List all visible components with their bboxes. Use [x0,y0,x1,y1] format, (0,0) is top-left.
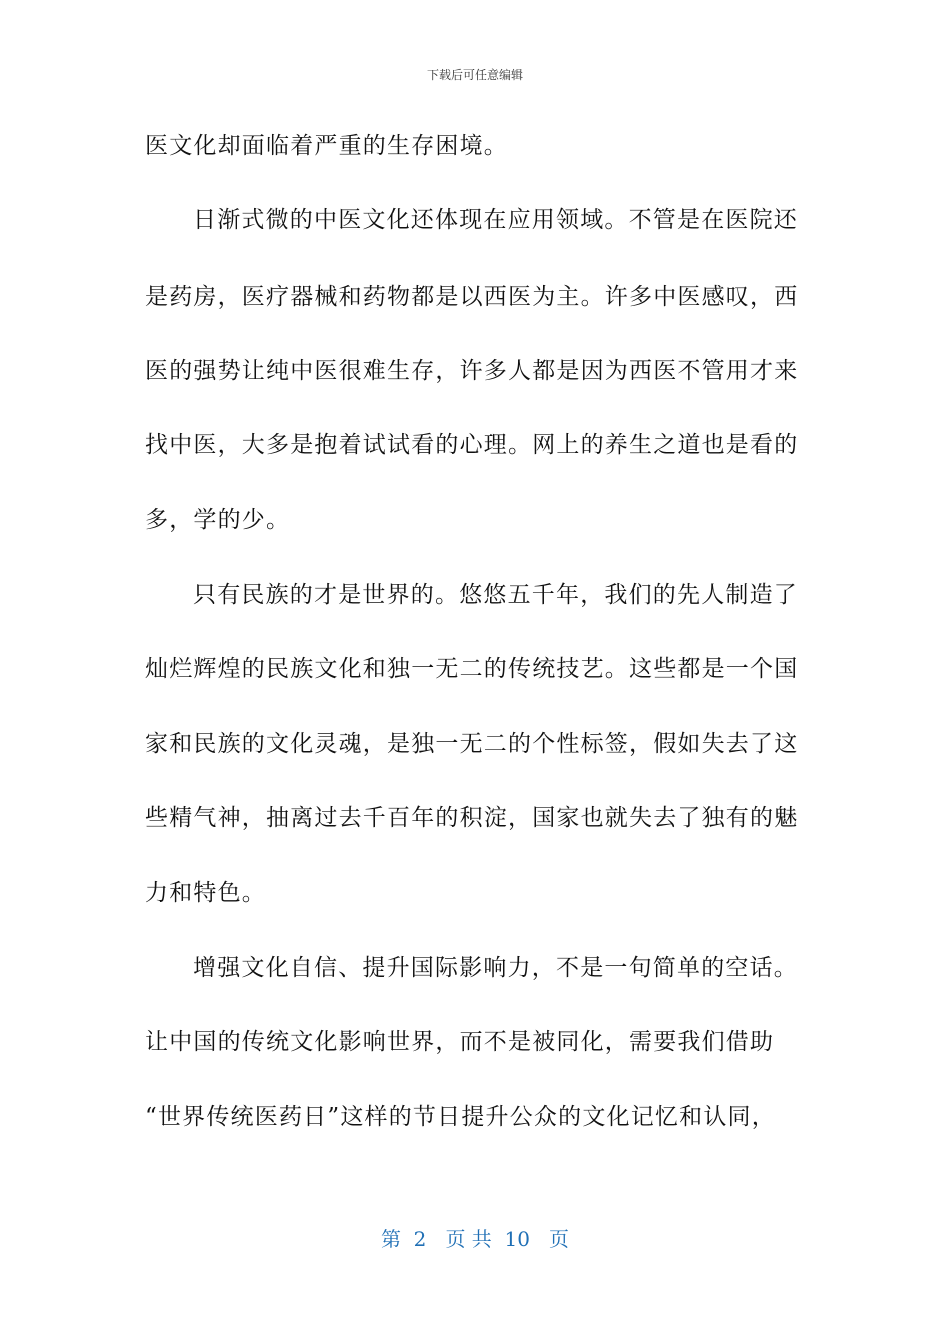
text-line: 是药房，医疗器械和药物都是以西医为主。许多中医感叹，西 [145,284,799,310]
page-number-footer: 第 2 页 共 10 页 [380,1227,570,1251]
text-line: 些精气神，抽离过去千百年的积淀，国家也就失去了独有的魅 [145,805,799,831]
text-line: “世界传统医药日”这样的节日提升公众的文化记忆和认同， [145,1104,776,1130]
text-line: 医的强势让纯中医很难生存，许多人都是因为西医不管用才来 [145,358,799,384]
text-line: 多，学的少。 [145,507,291,533]
paragraph-start-line: 增强文化自信、提升国际影响力，不是一句简单的空话。 [193,955,798,981]
paragraph-start-line: 只有民族的才是世界的。悠悠五千年，我们的先人制造了 [193,582,798,608]
text-line: 找中医，大多是抱着试试看的心理。网上的养生之道也是看的 [145,432,799,458]
paragraph-start-line: 日渐式微的中医文化还体现在应用领域。不管是在医院还 [193,207,798,233]
page-header: 下载后可任意编辑 [426,68,523,82]
text-line: 灿烂辉煌的民族文化和独一无二的传统技艺。这些都是一个国 [145,656,799,682]
text-line: 力和特色。 [145,880,266,906]
text-line: 家和民族的文化灵魂，是独一无二的个性标签，假如失去了这 [145,731,799,757]
text-line: 让中国的传统文化影响世界，而不是被同化，需要我们借助 [145,1029,775,1055]
text-line: 医文化却面临着严重的生存困境。 [145,133,508,159]
